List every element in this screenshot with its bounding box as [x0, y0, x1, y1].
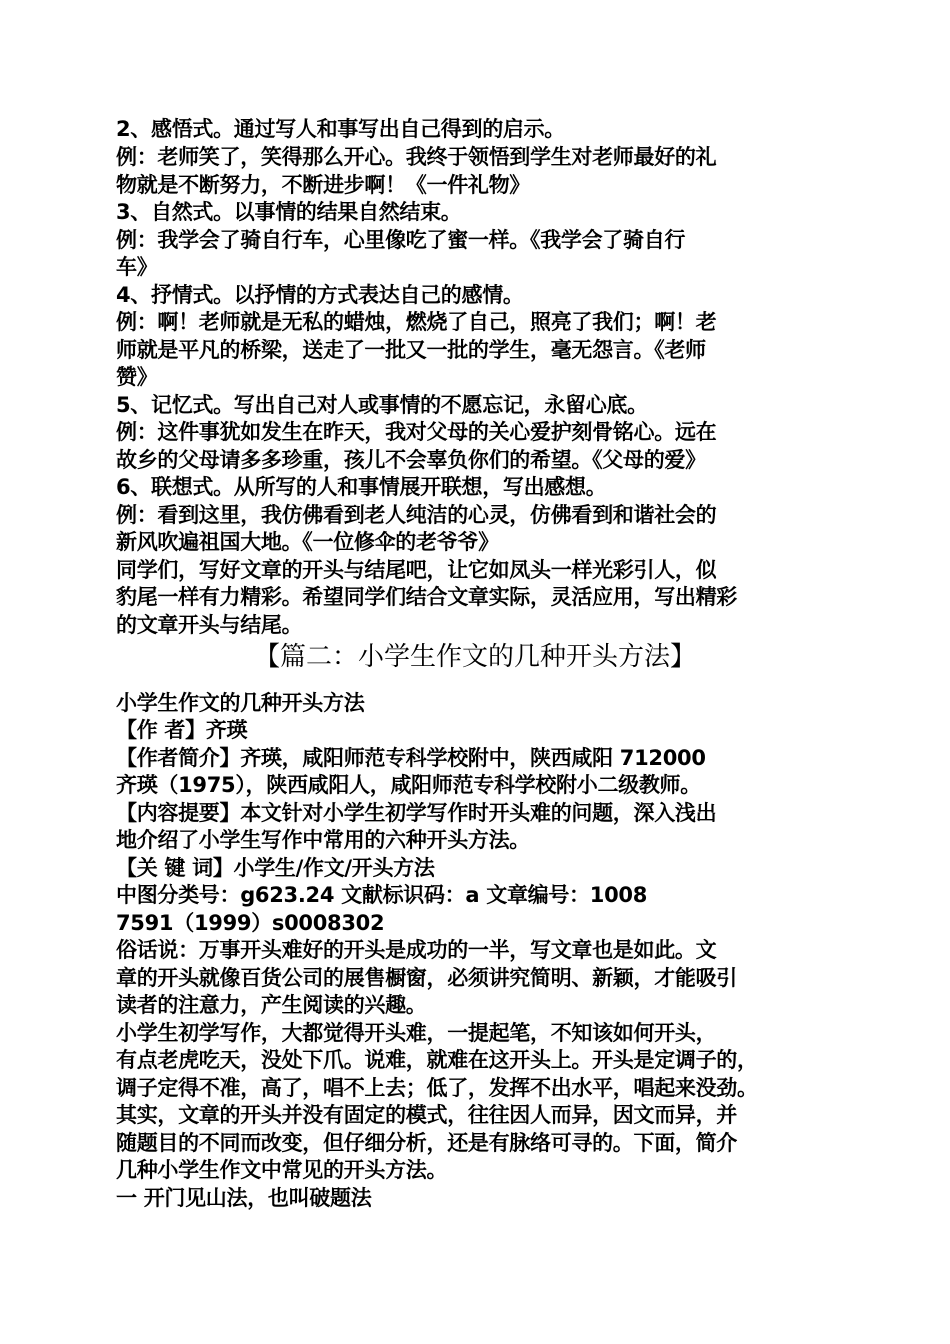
- text-line: 物就是不断努力，不断进步啊！《一件礼物》: [116, 173, 530, 197]
- text-line: 例：这件事犹如发生在昨天，我对父母的关心爱护刻骨铭心。远在: [116, 420, 717, 444]
- text-line: 同学们，写好文章的开头与结尾吧，让它如凤头一样光彩引人，似: [116, 558, 717, 582]
- text-line: 例：老师笑了，笑得那么开心。我终于领悟到学生对老师最好的礼: [116, 145, 717, 169]
- text-line: 4、抒情式。以抒情的方式表达自己的感情。: [116, 283, 524, 307]
- text-line: 有点老虎吃天，没处下爪。说难，就难在这开头上。开头是定调子的，: [116, 1048, 758, 1072]
- text-line: 例：看到这里，我仿佛看到老人纯洁的心灵，仿佛看到和谐社会的: [116, 503, 717, 527]
- text-line: 例：啊！老师就是无私的蜡烛，燃烧了自己，照亮了我们；啊！老: [116, 310, 717, 334]
- text-line: 小学生初学写作，大都觉得开头难，一提起笔，不知该如何开头，: [116, 1021, 717, 1045]
- text-line: 【关 键 词】小学生/作文/开头方法: [116, 856, 435, 880]
- text-line: 6、联想式。从所写的人和事情展开联想，写出感想。: [116, 475, 607, 499]
- text-line: 2、感悟式。通过写人和事写出自己得到的启示。: [116, 117, 566, 141]
- text-line: 【作 者】齐瑛: [116, 718, 248, 742]
- text-line: 地介绍了小学生写作中常用的六种开头方法。: [116, 828, 530, 852]
- text-line: 5、记忆式。写出自己对人或事情的不愿忘记，永留心底。: [116, 393, 648, 417]
- text-line: 豹尾一样有力精彩。希望同学们结合文章实际，灵活应用，写出精彩: [116, 585, 737, 609]
- article-title: 小学生作文的几种开头方法: [116, 691, 365, 715]
- text-line: 新风吹遍祖国大地。《一位修伞的老爷爷》: [116, 530, 499, 554]
- text-line: 俗话说：万事开头难好的开头是成功的一半，写文章也是如此。文: [116, 938, 717, 962]
- text-line: 师就是平凡的桥梁，送走了一批又一批的学生，毫无怨言。《老师: [116, 338, 706, 362]
- text-line: 随题目的不同而改变，但仔细分析，还是有脉络可寻的。下面，简介: [116, 1131, 737, 1155]
- text-line: 调子定得不准，高了，唱不上去；低了，发挥不出水平，唱起来没劲。: [116, 1076, 758, 1100]
- text-line: 【内容提要】本文针对小学生初学写作时开头难的问题，深入浅出: [116, 801, 717, 825]
- text-line: 齐瑛（1975），陕西咸阳人，咸阳师范专科学校附小二级教师。: [116, 773, 701, 797]
- text-line: 章的开头就像百货公司的展售橱窗，必须讲究简明、新颖，才能吸引: [116, 966, 737, 990]
- section-heading: 【篇二：小学生作文的几种开头方法】: [253, 642, 696, 672]
- text-line: 几种小学生作文中常见的开头方法。: [116, 1158, 448, 1182]
- text-line: 【作者简介】齐瑛，咸阳师范专科学校附中，陕西咸阳 712000: [116, 746, 706, 770]
- text-line: 其实，文章的开头并没有固定的模式，往往因人而异，因文而异，并: [116, 1103, 737, 1127]
- text-line: 例：我学会了骑自行车，心里像吃了蜜一样。《我学会了骑自行: [116, 228, 686, 252]
- text-line: 车》: [116, 255, 158, 279]
- text-line: 故乡的父母请多多珍重，孩儿不会辜负你们的希望。《父母的爱》: [116, 448, 706, 472]
- text-line: 赞》: [116, 365, 158, 389]
- text-line: 的文章开头与结尾。: [116, 613, 303, 637]
- text-line: 一 开门见山法，也叫破题法: [116, 1186, 372, 1210]
- text-line: 7591（1999）s0008302: [116, 911, 385, 935]
- text-line: 读者的注意力，产生阅读的兴趣。: [116, 993, 427, 1017]
- text-line: 中图分类号：g623.24 文献标识码：a 文章编号：1008: [116, 883, 648, 907]
- text-line: 3、自然式。以事情的结果自然结束。: [116, 200, 462, 224]
